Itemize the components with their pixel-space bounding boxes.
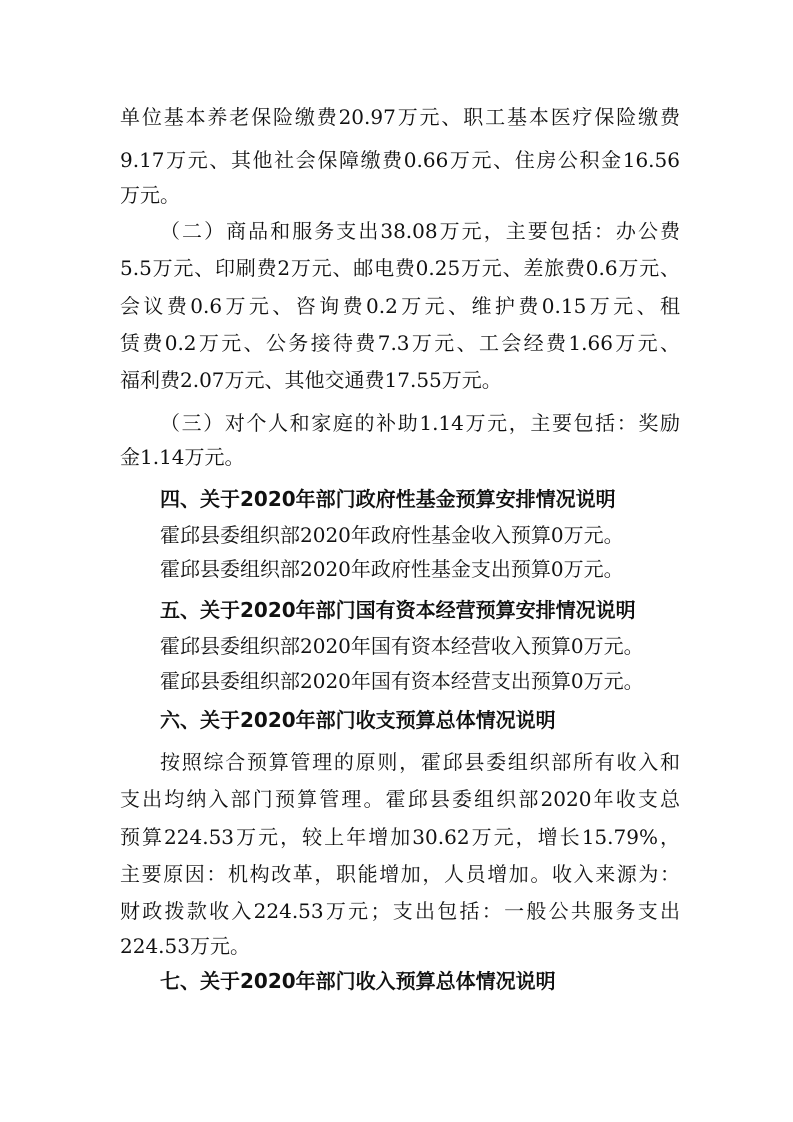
- section-heading-4: 四、关于2020年部门政府性基金预算安排情况说明: [160, 487, 616, 511]
- p2-line-3: 会议费0.6万元、咨询费0.2万元、维护费0.15万元、租: [120, 294, 680, 318]
- p2-line-4: 赁费0.2万元、公务接待费7.3万元、工会经费1.66万元、: [120, 331, 680, 355]
- p3-line-2: 金1.14万元。: [120, 445, 245, 469]
- p2-line-1: （二）商品和服务支出38.08万元，主要包括：办公费: [160, 219, 680, 243]
- p6-line-3: 预算224.53万元，较上年增加30.62万元，增长15.79%，: [120, 825, 680, 849]
- p1-line-1: 单位基本养老保险缴费20.97万元、职工基本医疗保险缴费: [120, 105, 680, 129]
- p4-line-1: 霍邱县委组织部2020年政府性基金收入预算0万元。: [160, 523, 624, 547]
- section-heading-5: 五、关于2020年部门国有资本经营预算安排情况说明: [160, 598, 636, 622]
- p3-line-1: （三）对个人和家庭的补助1.14万元，主要包括：奖励: [160, 411, 680, 435]
- p6-line-1: 按照综合预算管理的原则，霍邱县委组织部所有收入和: [160, 750, 680, 774]
- p2-line-2: 5.5万元、印刷费2万元、邮电费0.25万元、差旅费0.6万元、: [120, 256, 680, 280]
- p6-line-4: 主要原因：机构改革，职能增加，人员增加。收入来源为：: [120, 862, 680, 886]
- p5-line-1: 霍邱县委组织部2020年国有资本经营收入预算0万元。: [160, 634, 644, 658]
- p6-line-6: 224.53万元。: [120, 934, 250, 958]
- p4-line-2: 霍邱县委组织部2020年政府性基金支出预算0万元。: [160, 557, 624, 581]
- section-heading-6: 六、关于2020年部门收支预算总体情况说明: [160, 708, 556, 732]
- p6-line-2: 支出均纳入部门预算管理。霍邱县委组织部2020年收支总: [120, 787, 680, 811]
- p6-line-5: 财政拨款收入224.53万元；支出包括：一般公共服务支出: [120, 899, 680, 923]
- p2-line-5: 福利费2.07万元、其他交通费17.55万元。: [120, 368, 502, 392]
- p1-line-3: 万元。: [120, 183, 180, 207]
- section-heading-7: 七、关于2020年部门收入预算总体情况说明: [160, 969, 556, 993]
- p5-line-2: 霍邱县委组织部2020年国有资本经营支出预算0万元。: [160, 669, 644, 693]
- p1-line-2: 9.17万元、其他社会保障缴费0.66万元、住房公积金16.56: [120, 148, 680, 172]
